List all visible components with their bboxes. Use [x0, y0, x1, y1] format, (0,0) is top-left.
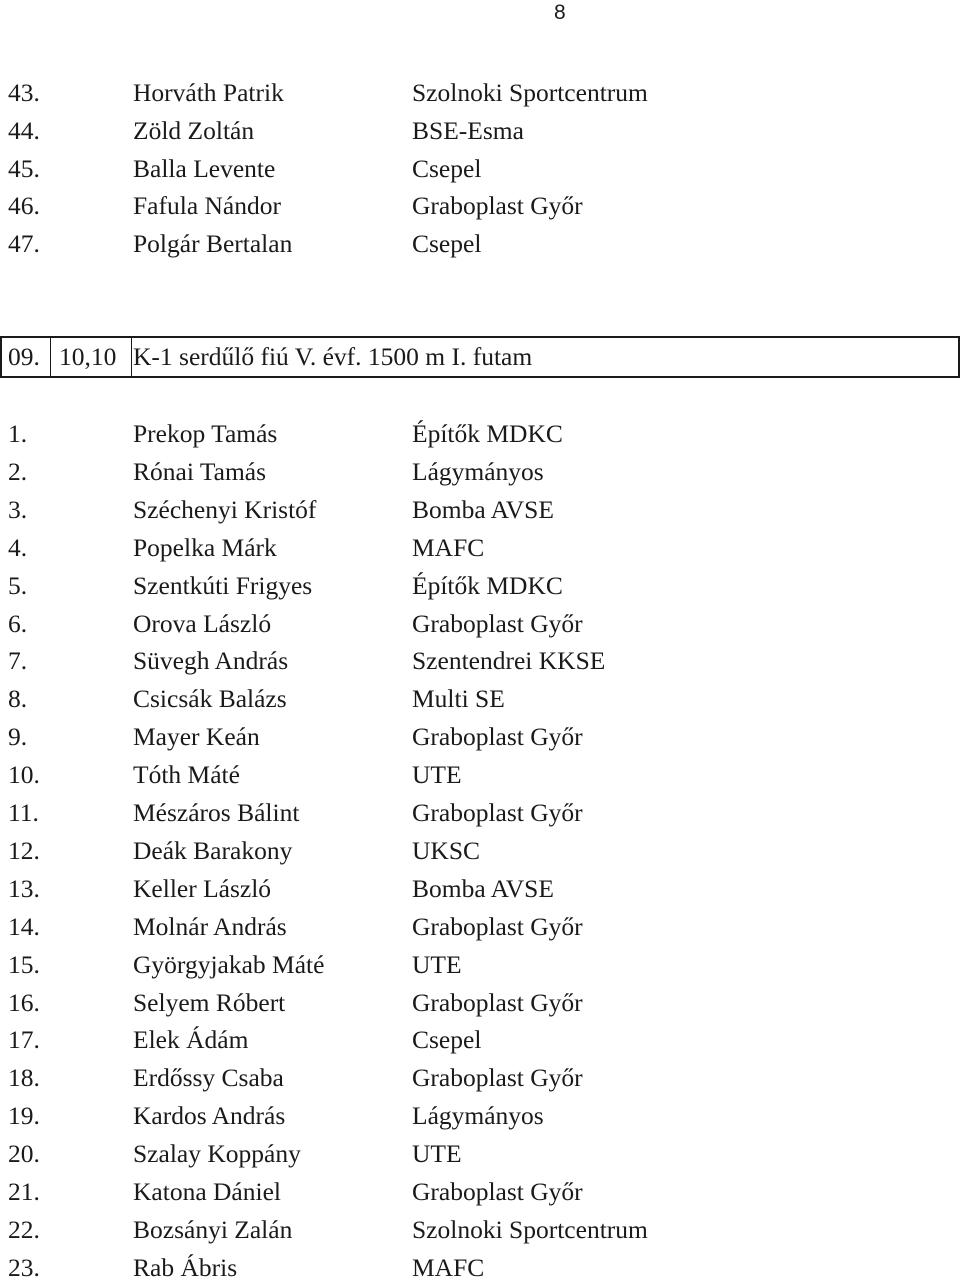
result-row [0, 415, 960, 453]
club-name: UTE [412, 760, 462, 790]
club-name: Csepel [412, 153, 482, 183]
result-place: 9. [8, 722, 28, 752]
result-place: 44. [8, 115, 40, 145]
athlete-name: Rónai Tamás [133, 456, 267, 486]
club-name: Graboplast Győr [412, 608, 583, 638]
result-row [0, 1097, 960, 1135]
result-place: 6. [8, 608, 28, 638]
athlete-name: Elek Ádám [133, 1025, 249, 1055]
athlete-name: Mészáros Bálint [133, 798, 300, 827]
result-row [0, 605, 960, 643]
event-title: K-1 serdűlő fiú V. évf. 1500 m I. futam [133, 342, 533, 371]
athlete-name: Deák Barakony [133, 835, 293, 865]
athlete-name: Széchenyi Kristóf [133, 494, 317, 524]
result-row [0, 1249, 960, 1287]
club-name: Multi SE [412, 684, 505, 714]
club-name: Lágymányos [412, 456, 544, 486]
result-place: 13. [8, 873, 40, 903]
athlete-name: Kardos András [133, 1101, 286, 1131]
result-row [0, 718, 960, 756]
club-name: Csepel [412, 229, 482, 259]
event-date: 10,10 [50, 338, 132, 376]
result-row [0, 984, 960, 1022]
event-code: 09. [8, 342, 40, 371]
result-place: 12. [8, 835, 40, 865]
result-place: 43. [8, 78, 40, 107]
result-row [0, 1173, 960, 1211]
result-place: 21. [8, 1177, 40, 1206]
result-place: 5. [8, 570, 28, 600]
result-place: 1. [8, 419, 28, 448]
result-place: 22. [8, 1214, 40, 1244]
club-name: MAFC [412, 1252, 485, 1282]
result-row [0, 1059, 960, 1097]
club-name: Lágymányos [412, 1101, 544, 1131]
club-name: Graboplast Győr [412, 722, 583, 752]
result-row [0, 680, 960, 718]
club-name: Graboplast Győr [412, 911, 583, 941]
club-name: MAFC [412, 532, 485, 562]
club-name: Építők MDKC [412, 419, 563, 448]
result-row [0, 187, 960, 225]
club-name: Graboplast Győr [412, 1063, 583, 1093]
athlete-name: Szalay Koppány [133, 1139, 301, 1169]
result-place: 18. [8, 1063, 40, 1093]
club-name: Graboplast Győr [412, 798, 583, 827]
result-place: 47. [8, 229, 40, 259]
result-place: 8. [8, 684, 28, 714]
result-row [0, 1135, 960, 1173]
club-name: Graboplast Győr [412, 1177, 583, 1206]
result-place: 2. [8, 456, 28, 486]
club-name: Csepel [412, 1025, 482, 1055]
athlete-name: Fafula Nándor [133, 191, 281, 221]
athlete-name: Bozsányi Zalán [133, 1214, 293, 1244]
club-name: Szolnoki Sportcentrum [412, 1214, 648, 1244]
club-name: UTE [412, 1139, 462, 1169]
result-place: 46. [8, 191, 40, 221]
club-name: Szolnoki Sportcentrum [412, 78, 648, 107]
athlete-name: Popelka Márk [133, 532, 277, 562]
result-row [0, 908, 960, 946]
result-row [0, 756, 960, 794]
club-name: Graboplast Győr [412, 987, 583, 1017]
athlete-name: Balla Levente [133, 153, 276, 183]
result-row [0, 529, 960, 567]
athlete-name: Polgár Bertalan [133, 229, 293, 259]
result-row [0, 453, 960, 491]
result-row [0, 832, 960, 870]
result-row [0, 794, 960, 832]
club-name: Szentendrei KKSE [412, 646, 606, 676]
result-place: 15. [8, 949, 40, 979]
result-row [0, 74, 960, 112]
result-row [0, 150, 960, 188]
result-row [0, 1211, 960, 1249]
result-row [0, 567, 960, 605]
result-place: 4. [8, 532, 28, 562]
event-header [0, 336, 960, 378]
athlete-name: Horváth Patrik [133, 78, 284, 107]
athlete-name: Szentkúti Frigyes [133, 570, 313, 600]
club-name: UKSC [412, 835, 481, 865]
athlete-name: Erdőssy Csaba [133, 1063, 284, 1093]
result-place: 20. [8, 1139, 40, 1169]
club-name: Bomba AVSE [412, 494, 554, 524]
club-name: Bomba AVSE [412, 873, 554, 903]
athlete-name: Keller László [133, 873, 272, 903]
result-place: 16. [8, 987, 40, 1017]
club-name: BSE-Esma [412, 115, 524, 145]
result-row [0, 642, 960, 680]
result-place: 3. [8, 494, 28, 524]
athlete-name: Selyem Róbert [133, 987, 286, 1017]
result-place: 23. [8, 1252, 40, 1282]
club-name: Építők MDKC [412, 570, 563, 600]
result-row [0, 946, 960, 984]
athlete-name: Csicsák Balázs [133, 684, 287, 714]
result-row [0, 225, 960, 263]
athlete-name: Mayer Keán [133, 722, 260, 752]
result-place: 7. [8, 646, 28, 676]
result-row [0, 870, 960, 908]
result-row [0, 1021, 960, 1059]
athlete-name: Katona Dániel [133, 1177, 281, 1206]
athlete-name: Süvegh András [133, 646, 289, 676]
athlete-name: Tóth Máté [133, 760, 240, 790]
club-name: UTE [412, 949, 462, 979]
result-row [0, 491, 960, 529]
result-place: 19. [8, 1101, 40, 1131]
result-place: 10. [8, 760, 40, 790]
athlete-name: Rab Ábris [133, 1252, 238, 1282]
athlete-name: Prekop Tamás [133, 419, 278, 448]
athlete-name: Molnár András [133, 911, 287, 941]
athlete-name: Györgyjakab Máté [133, 949, 325, 979]
page-number: 8 [554, 1, 566, 24]
club-name: Graboplast Győr [412, 191, 583, 221]
result-place: 17. [8, 1025, 40, 1055]
athlete-name: Zöld Zoltán [133, 115, 255, 145]
athlete-name: Orova László [133, 608, 272, 638]
result-row [0, 112, 960, 150]
result-place: 14. [8, 911, 40, 941]
result-place: 45. [8, 153, 40, 183]
result-place: 11. [8, 798, 39, 827]
